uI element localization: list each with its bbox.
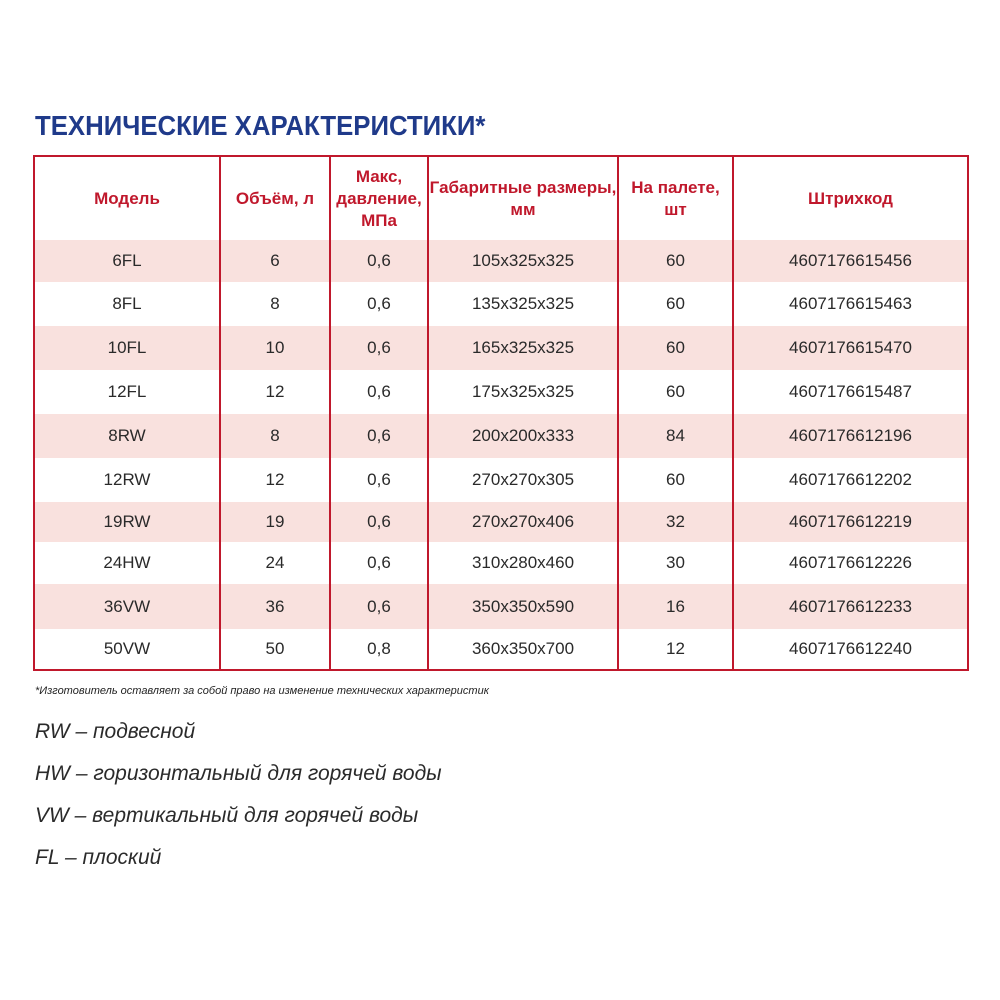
legend-item-rw: RW – подвесной bbox=[35, 720, 196, 743]
cell-dims: 135x325x325 bbox=[428, 282, 618, 326]
specs-table bbox=[33, 155, 969, 671]
legend-item-hw: HW – горизонтальный для горячей воды bbox=[35, 762, 442, 785]
cell-barcode: 4607176615487 bbox=[733, 370, 968, 414]
cell-dims: 200x200x333 bbox=[428, 414, 618, 458]
table-row bbox=[34, 584, 968, 629]
header-barcode: Штрихкод bbox=[733, 156, 968, 240]
cell-volume: 12 bbox=[220, 370, 330, 414]
cell-model: 12FL bbox=[34, 370, 220, 414]
cell-model: 36VW bbox=[34, 584, 220, 629]
header-pressure: Макс, давление, МПа bbox=[330, 156, 428, 240]
cell-model: 12RW bbox=[34, 458, 220, 502]
cell-barcode: 4607176612219 bbox=[733, 502, 968, 542]
header-volume: Объём, л bbox=[220, 156, 330, 240]
cell-pressure: 0,6 bbox=[330, 458, 428, 502]
cell-pressure: 0,6 bbox=[330, 326, 428, 370]
cell-dims: 270x270x406 bbox=[428, 502, 618, 542]
legend-item-vw: VW – вертикальный для горячей воды bbox=[35, 804, 419, 827]
cell-pallet: 60 bbox=[618, 282, 733, 326]
cell-pallet: 32 bbox=[618, 502, 733, 542]
cell-volume: 50 bbox=[220, 629, 330, 670]
cell-barcode: 4607176612226 bbox=[733, 542, 968, 584]
cell-pressure: 0,8 bbox=[330, 629, 428, 670]
table-row bbox=[34, 458, 968, 502]
table-row bbox=[34, 502, 968, 542]
cell-volume: 36 bbox=[220, 584, 330, 629]
table-row bbox=[34, 240, 968, 282]
cell-model: 8FL bbox=[34, 282, 220, 326]
table-row bbox=[34, 326, 968, 370]
table-row bbox=[34, 629, 968, 670]
cell-pallet: 60 bbox=[618, 458, 733, 502]
cell-volume: 12 bbox=[220, 458, 330, 502]
cell-pressure: 0,6 bbox=[330, 370, 428, 414]
cell-pressure: 0,6 bbox=[330, 502, 428, 542]
cell-volume: 6 bbox=[220, 240, 330, 282]
cell-dims: 270x270x305 bbox=[428, 458, 618, 502]
cell-barcode: 4607176612233 bbox=[733, 584, 968, 629]
cell-volume: 24 bbox=[220, 542, 330, 584]
cell-pallet: 30 bbox=[618, 542, 733, 584]
cell-dims: 175x325x325 bbox=[428, 370, 618, 414]
cell-barcode: 4607176612202 bbox=[733, 458, 968, 502]
cell-dims: 350x350x590 bbox=[428, 584, 618, 629]
cell-barcode: 4607176615463 bbox=[733, 282, 968, 326]
cell-barcode: 4607176612240 bbox=[733, 629, 968, 670]
cell-barcode: 4607176615470 bbox=[733, 326, 968, 370]
cell-pallet: 84 bbox=[618, 414, 733, 458]
table-row bbox=[34, 542, 968, 584]
cell-pallet: 60 bbox=[618, 370, 733, 414]
cell-dims: 310x280x460 bbox=[428, 542, 618, 584]
cell-model: 19RW bbox=[34, 502, 220, 542]
cell-model: 10FL bbox=[34, 326, 220, 370]
cell-pallet: 60 bbox=[618, 240, 733, 282]
page-title: ТЕХНИЧЕСКИЕ ХАРАКТЕРИСТИКИ* bbox=[35, 110, 486, 141]
cell-model: 6FL bbox=[34, 240, 220, 282]
header-model: Модель bbox=[34, 156, 220, 240]
cell-volume: 10 bbox=[220, 326, 330, 370]
cell-pressure: 0,6 bbox=[330, 542, 428, 584]
cell-pallet: 60 bbox=[618, 326, 733, 370]
cell-model: 8RW bbox=[34, 414, 220, 458]
footnote: *Изготовитель оставляет за собой право на изменение технических характеристик bbox=[35, 685, 489, 697]
table-row bbox=[34, 282, 968, 326]
cell-pressure: 0,6 bbox=[330, 240, 428, 282]
table-row bbox=[34, 370, 968, 414]
cell-pressure: 0,6 bbox=[330, 414, 428, 458]
cell-dims: 105x325x325 bbox=[428, 240, 618, 282]
cell-model: 50VW bbox=[34, 629, 220, 670]
cell-barcode: 4607176615456 bbox=[733, 240, 968, 282]
cell-dims: 165x325x325 bbox=[428, 326, 618, 370]
cell-volume: 8 bbox=[220, 282, 330, 326]
legend-item-fl: FL – плоский bbox=[35, 846, 162, 869]
cell-volume: 8 bbox=[220, 414, 330, 458]
header-dimensions: Габаритные размеры, мм bbox=[428, 156, 618, 240]
cell-model: 24HW bbox=[34, 542, 220, 584]
cell-pressure: 0,6 bbox=[330, 584, 428, 629]
cell-pallet: 12 bbox=[618, 629, 733, 670]
cell-barcode: 4607176612196 bbox=[733, 414, 968, 458]
cell-dims: 360x350x700 bbox=[428, 629, 618, 670]
header-pallet: На палете, шт bbox=[618, 156, 733, 240]
table-header-row bbox=[34, 156, 968, 240]
table-row bbox=[34, 414, 968, 458]
cell-volume: 19 bbox=[220, 502, 330, 542]
cell-pallet: 16 bbox=[618, 584, 733, 629]
cell-pressure: 0,6 bbox=[330, 282, 428, 326]
